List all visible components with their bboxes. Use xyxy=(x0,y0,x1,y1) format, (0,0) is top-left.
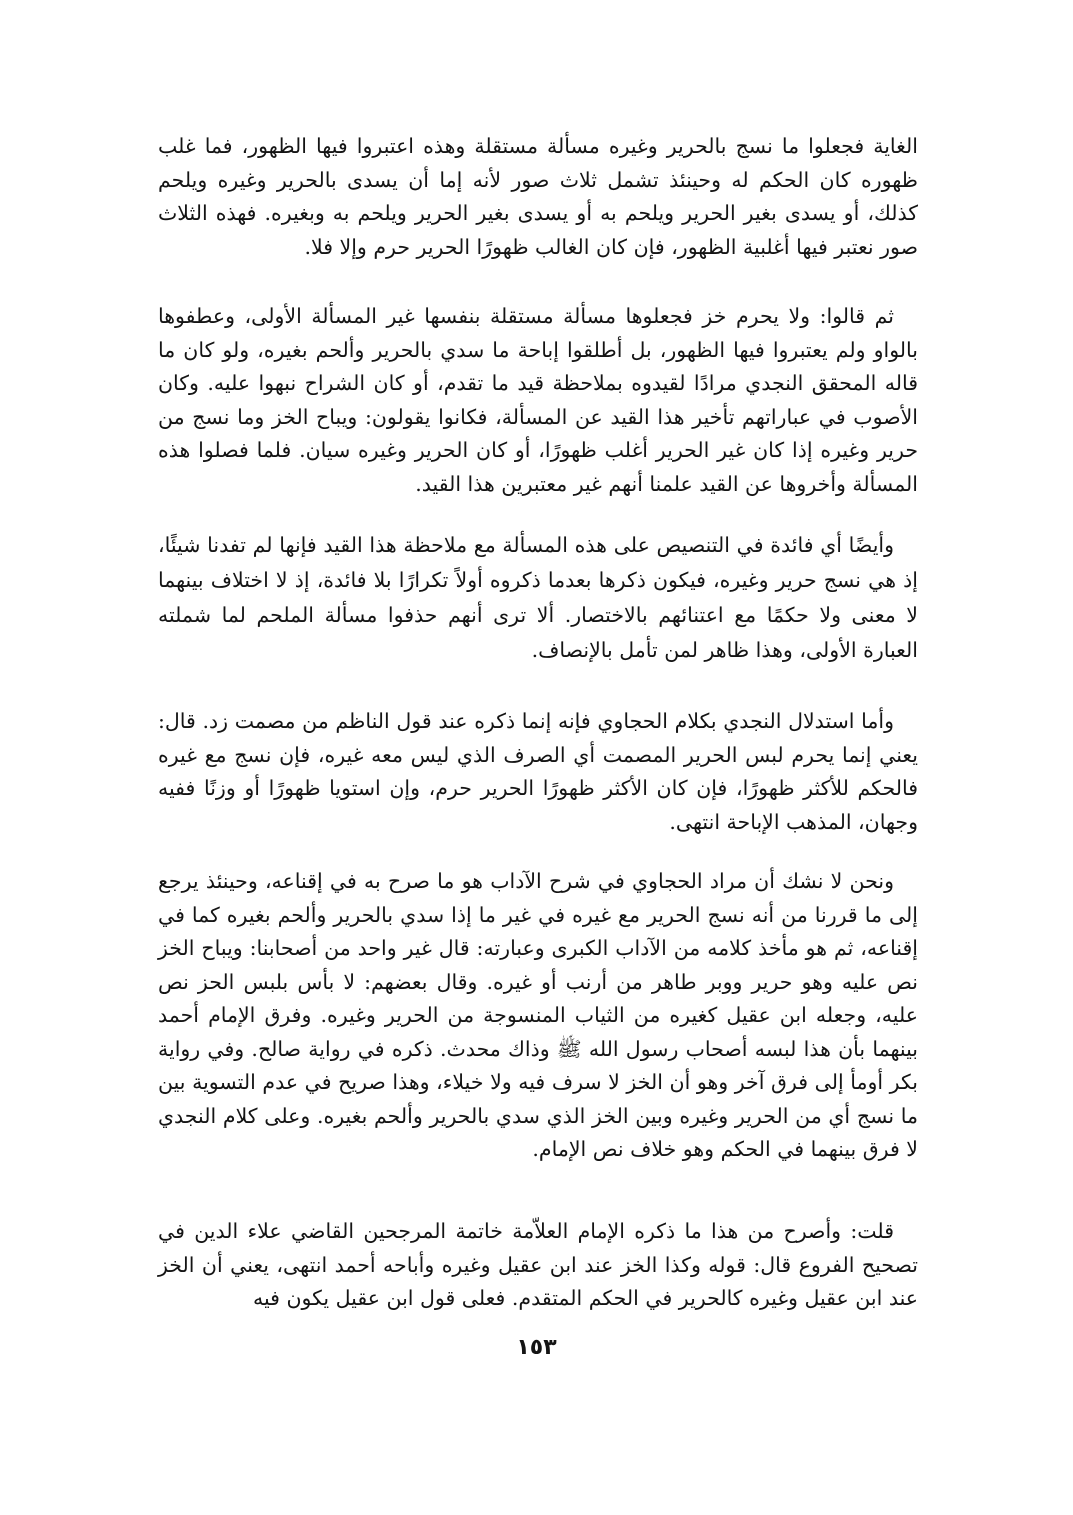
paragraph-4: وأما استدلال النجدي بكلام الحجاوي فإنه إنما ذكره عند قول الناظم من مصمت زد. قال: يعني إنما يحرم لبس الحرير المصمت أي الصرف الذي ليس معه غيره، فإن نسج مع غيره فالحكم للأكثر ظهورًا، فإن كان الأكثر ظهورًا الحرير حرم، وإن استويا ظهورًا أو وزنًا ففيه وجهان، المذهب الإباحة انتهى. xyxy=(158,709,918,834)
paragraph-1: الغاية فجعلوا ما نسج بالحرير وغيره مسألة مستقلة وهذه اعتبروا فيها الظهور، فما غلب ظهوره كان الحكم له وحينئذ تشمل ثلاث صور لأنه إما أن يسدى بالحرير وغيره ويلحم كذلك، أو يسدى بغير الحرير ويلحم به أو يسدى بغير الحرير ويلحم به وبغيره. فهذه الثلاث صور نعتبر فيها أغلبية الظهور، فإن كان الغالب ظهورًا الحرير حرم وإلا فلا. xyxy=(158,134,918,259)
paragraph-5: ونحن لا نشك أن مراد الحجاوي في شرح الآداب هو ما صرح به في إقناعه، وحينئذ يرجع إلى ما قررنا من أنه نسج الحرير مع غيره في غير ما إذا سدي بالحرير وألحم بغيره كما في إقناعه، ثم هو مأخذ كلامه من الآداب الكبرى وعبارته: قال غير واحد من أصحابنا: ويباح الخز نص عليه وهو حرير ووبر طاهر من أرنب أو غيره. وقال بعضهم: لا بأس بلبس الحز نص عليه، وجعله ابن عقيل كغيره من الثياب المنسوجة من الحرير وغيره. وفرق الإمام أحمد بينهما بأن هذا لبسه أصحاب رسول الله ﷺ وذاك محدث. ذكره في رواية صالح. وفي رواية بكر أومأ إلى فرق آخر وهو أن الخز لا سرف فيه ولا خيلاء، وهذا صريح في عدم التسوية بين ما نسج أي من الحرير وغيره وبين الخز الذي سدي بالحرير وألحم بغيره. وعلى كلام النجدي لا فرق بينهما في الحكم وهو خلاف نص الإمام. xyxy=(158,869,918,1161)
page-number: ١٥٣ xyxy=(516,1335,557,1360)
paragraph-2: ثم قالوا: ولا يحرم خز فجعلوها مسألة مستقلة بنفسها غير المسألة الأولى، وعطفوها بالواو ولم يعتبروا فيها الظهور، بل أطلقوا إباحة ما سدي بالحرير وألحم بغيره، ولو كان ما قاله المحقق النجدي مرادًا لقيدوه بملاحظة قيد ما تقدم، أو كان الشراح نبهوا عليه. وكان الأصوب في عباراتهم تأخير هذا القيد عن المسألة، فكانوا يقولون: ويباح الخز وما نسج من حرير وغيره إذا كان غير الحرير أغلب ظهورًا، أو كان الحرير وغيره سيان. فلما فصلوا هذه المسألة وأخروها عن القيد علمنا أنهم غير معتبرين هذا القيد. xyxy=(158,304,918,496)
paragraph-3: وأيضًا أي فائدة في التنصيص على هذه المسألة مع ملاحظة هذا القيد فإنها لم تفدنا شيئًا، إذ هي نسج حرير وغيره، فيكون ذكرها بعدما ذكروه أولاً تكرارًا بلا فائدة، إذ لا اختلاف بينهما لا معنى ولا حكمًا مع اعتنائهم بالاختصار. ألا ترى أنهم حذفوا مسألة الملحم لما شملته العبارة الأولى، وهذا ظاهر لمن تأمل بالإنصاف. xyxy=(158,533,918,662)
page-body xyxy=(158,130,918,1410)
paragraph-6: قلت: وأصرح من هذا ما ذكره الإمام العلاّمة خاتمة المرجحين القاضي علاء الدين في تصحيح الفروع قال: قوله وكذا الخز عند ابن عقيل وغيره وأباحه أحمد انتهى، يعني أن الخز عند ابن عقيل وغيره كالحرير في الحكم المتقدم. فعلى قول ابن عقيل يكون فيه xyxy=(158,1219,918,1310)
